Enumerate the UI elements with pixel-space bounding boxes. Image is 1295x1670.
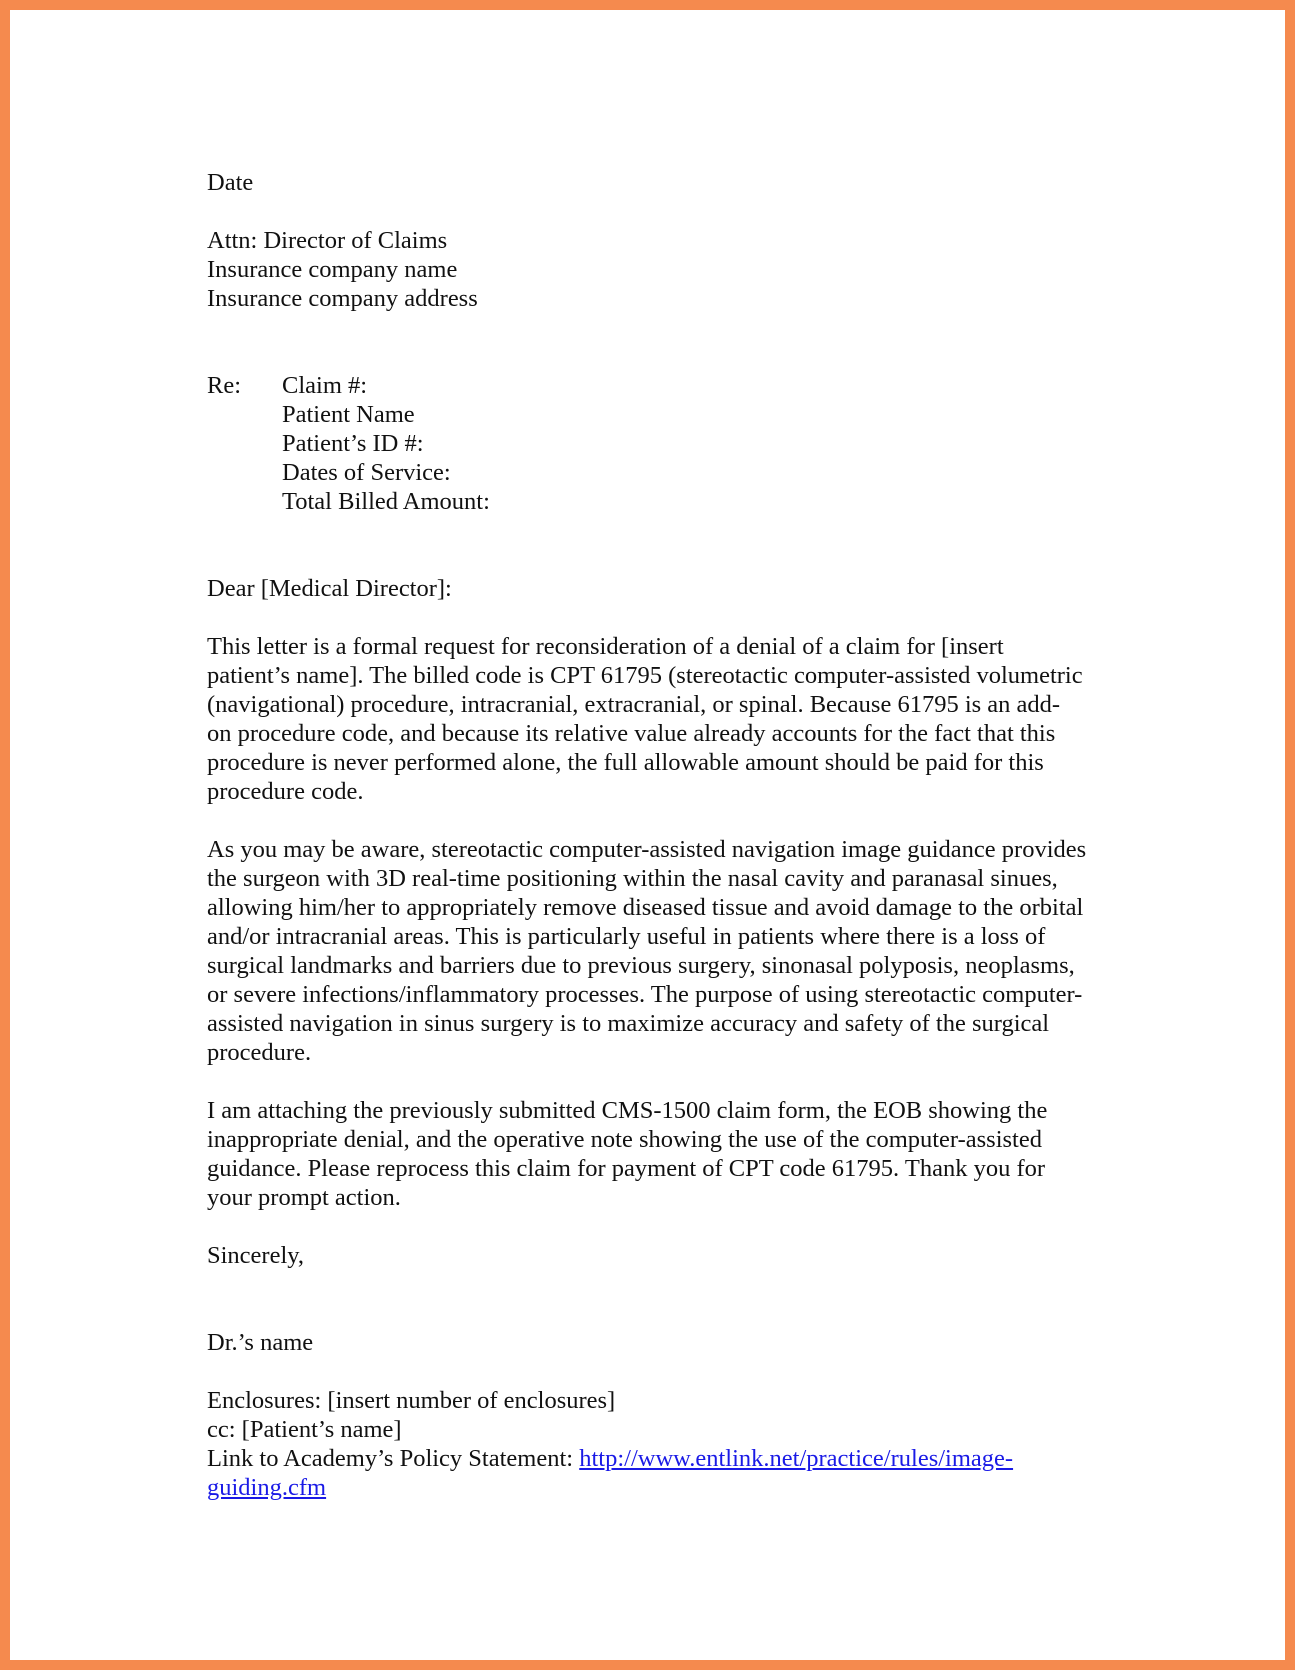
reference-block [207,371,1107,516]
reference-label: Re: [207,372,242,399]
policy-link-continuation[interactable]: guiding.cfm [207,1474,327,1501]
paragraph-line: As you may be aware, stereotactic computer-assisted navigation image guidance provides [207,836,1087,863]
recipient-company-address: Insurance company address [207,285,478,312]
policy-link-continuation-line [207,1473,1107,1502]
cc-line: cc: [Patient’s name] [207,1416,402,1443]
paragraph-line: your prompt action. [207,1184,401,1211]
paragraph-line: procedure code. [207,778,364,805]
paragraph-line: allowing him/her to appropriately remove diseased tissue and avoid damage to the orbital [207,894,1084,921]
paragraph-line: and/or intracranial areas. This is particularly useful in patients where there is a loss of [207,923,1046,950]
paragraph-line: (navigational) procedure, intracranial, extracranial, or spinal. Because 61795 is an add- [207,691,1061,718]
paragraph-line: procedure is never performed alone, the full allowable amount should be paid for this [207,749,1044,776]
policy-statement-line [207,1444,1107,1473]
signature-name: Dr.’s name [207,1329,314,1356]
reference-patient-name: Patient Name [282,401,415,428]
paragraph-line: surgical landmarks and barriers due to previous surgery, sinonasal polyposis, neoplasms, [207,952,1075,979]
date-line: Date [207,169,254,196]
policy-link[interactable]: http://www.entlink.net/practice/rules/image- [579,1445,1014,1472]
paragraph-line: This letter is a formal request for reconsideration of a denial of a claim for [insert [207,633,1004,660]
paragraph-line: procedure. [207,1039,312,1066]
paragraph-request [207,632,1107,806]
closing: Sincerely, [207,1242,305,1269]
recipient-company-name: Insurance company name [207,256,458,283]
paragraph-background [207,835,1107,1067]
paragraph-line: assisted navigation in sinus surgery is to maximize accuracy and safety of the surgical [207,1010,1050,1037]
paragraph-line: patient’s name]. The billed code is CPT 61795 (stereotactic computer-assisted volumetric [207,662,1083,689]
reference-total-billed: Total Billed Amount: [282,488,490,515]
letter-body [207,168,1107,1502]
recipient-attn: Attn: Director of Claims [207,227,448,254]
reference-dates-of-service: Dates of Service: [282,459,451,486]
recipient-block [207,226,1107,313]
paragraph-attachments [207,1096,1107,1212]
salutation: Dear [Medical Director]: [207,575,452,602]
paragraph-line: I am attaching the previously submitted CMS-1500 claim form, the EOB showing the [207,1097,1048,1124]
paragraph-line: guidance. Please reprocess this claim for payment of CPT code 61795. Thank you for [207,1155,1046,1182]
paragraph-line: or severe infections/inflammatory processes. The purpose of using stereotactic computer- [207,981,1083,1008]
paragraph-line: the surgeon with 3D real-time positioning within the nasal cavity and paranasal sinues, [207,865,1058,892]
paragraph-line: on procedure code, and because its relative value already accounts for the fact that this [207,720,1056,747]
policy-label: Link to Academy’s Policy Statement: [207,1445,580,1472]
reference-claim-number: Claim #: [282,372,368,399]
reference-patient-id: Patient’s ID #: [282,430,424,457]
enclosures-line: Enclosures: [insert number of enclosures] [207,1387,616,1414]
paragraph-line: inappropriate denial, and the operative note showing the use of the computer-assisted [207,1126,1042,1153]
